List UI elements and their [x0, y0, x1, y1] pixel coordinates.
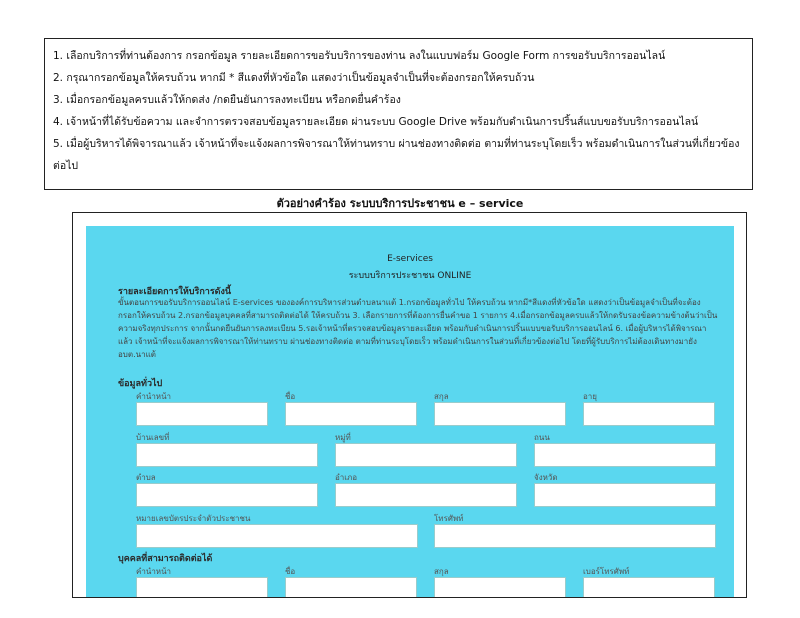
- province-input[interactable]: [534, 483, 716, 507]
- subdistrict-input[interactable]: [136, 483, 318, 507]
- phone-label: โทรศัพท์: [434, 514, 464, 523]
- step-3: 3. เมื่อกรอกข้อมูลครบแล้วให้กดส่ง /กดยืนยันการลงทะเบียน หรือกดยื่นคำร้อง: [53, 94, 401, 106]
- form-screenshot-frame: [72, 212, 747, 598]
- phone-input[interactable]: [434, 524, 716, 548]
- village-input[interactable]: [335, 443, 517, 467]
- prefix-label: คำนำหน้า: [136, 392, 172, 401]
- last-name-label: สกุล: [434, 392, 449, 401]
- step-5: 5. เมื่อผู้บริหารได้พิจารณาแล้ว เจ้าหน้าที่จะแจ้งผลการพิจารณาให้ท่านทราบ ผ่านช่องทางติดต่อ ตามที่ท่านระบุโดยเร็ว พร้อมดำเนินการในส่วนที่เกี่ยวข้องต่อไป: [53, 138, 740, 172]
- eservice-form: [86, 226, 734, 597]
- step-4: 4. เจ้าหน้าที่ได้รับข้อความ และจำการตรวจสอบข้อมูลรายละเอียด ผ่านระบบ Google Drive พร้อมกับดำเนินการปริ้นส์แบบขอรับบริการออนไลน์: [53, 116, 699, 128]
- last-name-input[interactable]: [434, 402, 566, 426]
- contact-last-name-input[interactable]: [434, 577, 566, 597]
- general-info-heading: ข้อมูลทั่วไป: [118, 379, 163, 389]
- step-1: 1. เลือกบริการที่ท่านต้องการ กรอกข้อมูล รายละเอียดการขอรับบริการของท่าน ลงในแบบฟอร์ม Google Form การขอรับบริการออนไลน์: [53, 50, 666, 62]
- prefix-input[interactable]: [136, 402, 268, 426]
- contact-person-heading: บุคคลที่สามารถติดต่อได้: [118, 554, 213, 564]
- age-label: อายุ: [583, 392, 597, 401]
- contact-prefix-input[interactable]: [136, 577, 268, 597]
- district-input[interactable]: [335, 483, 517, 507]
- example-caption: ตัวอย่างคำร้อง ระบบบริการประชาชน e – service: [276, 197, 524, 210]
- form-subtitle: ระบบบริการประชาชน ONLINE: [348, 271, 472, 281]
- subdistrict-label: ตำบล: [136, 473, 156, 482]
- id-card-input[interactable]: [136, 524, 418, 548]
- step-2: 2. กรุณากรอกข้อมูลให้ครบถ้วน หากมี * สีแดงที่หัวข้อใด แสดงว่าเป็นข้อมูลจำเป็นที่จะต้องกรอกให้ครบถ้วน: [53, 72, 535, 84]
- contact-phone-input[interactable]: [583, 577, 715, 597]
- details-text: ขั้นตอนการขอรับบริการออนไลน์ E-services ขององค์การบริหารส่วนตำบลนาแต้ 1.กรอกข้อมูลทั่วไป ให้ครบถ้วน หากมี*สีแดงที่หัวข้อใด แสดงว่าเป็นข้อมูลจำเป็นที่จะต้องกรอกให้ครบถ้วน 2.กรอกข้อมูลบุคคลที่สามารถติดต่อได้ ให้ครบถ้วน 3. เลือกรายการที่ต้องการยื่นคำขอ 1 รายการ 4.เมื่อกรอกข้อมูลครบแล้วให้กดรับรองข้อความข้างต้นว่าเป็นความจริงทุกประการ จากนั้นกดยืนยันการลงทะเบียน 5.รอเจ้าหน้าที่ตรวจสอบข้อมูลรายละเอียด พร้อมกับดำเนินการปริ้นแบบขอรับบริการออนไลน์ 6. เมื่อผู้บริหารได้พิจารณาแล้ว เจ้าหน้าที่จะแจ้งผลการพิจารณาให้ท่านทราบ ผ่านช่องทางติดต่อ ตามที่ท่านระบุโดยเร็ว พร้อมดำเนินการในส่วนที่เกี่ยวข้องต่อไป โดยที่ผู้รับบริการไม่ต้องเดินทางมายัง อบต.นาแต้: [118, 298, 718, 359]
- village-label: หมู่ที่: [335, 433, 351, 442]
- details-heading: รายละเอียดการให้บริการดังนี้: [118, 287, 232, 297]
- age-input[interactable]: [583, 402, 715, 426]
- id-card-label: หมายเลขบัตรประจำตัวประชาชน: [136, 514, 251, 523]
- first-name-label: ชื่อ: [285, 392, 296, 401]
- contact-first-name-label: ชื่อ: [285, 567, 296, 576]
- contact-last-name-label: สกุล: [434, 567, 449, 576]
- instructions-box: [44, 38, 753, 190]
- district-label: อำเภอ: [335, 473, 358, 482]
- road-input[interactable]: [534, 443, 716, 467]
- contact-prefix-label: คำนำหน้า: [136, 567, 172, 576]
- province-label: จังหวัด: [534, 473, 558, 482]
- house-no-label: บ้านเลขที่: [136, 433, 170, 442]
- contact-phone-label: เบอร์โทรศัพท์: [583, 567, 630, 576]
- house-no-input[interactable]: [136, 443, 318, 467]
- road-label: ถนน: [534, 433, 550, 442]
- form-title: E-services: [387, 254, 433, 264]
- contact-first-name-input[interactable]: [285, 577, 417, 597]
- first-name-input[interactable]: [285, 402, 417, 426]
